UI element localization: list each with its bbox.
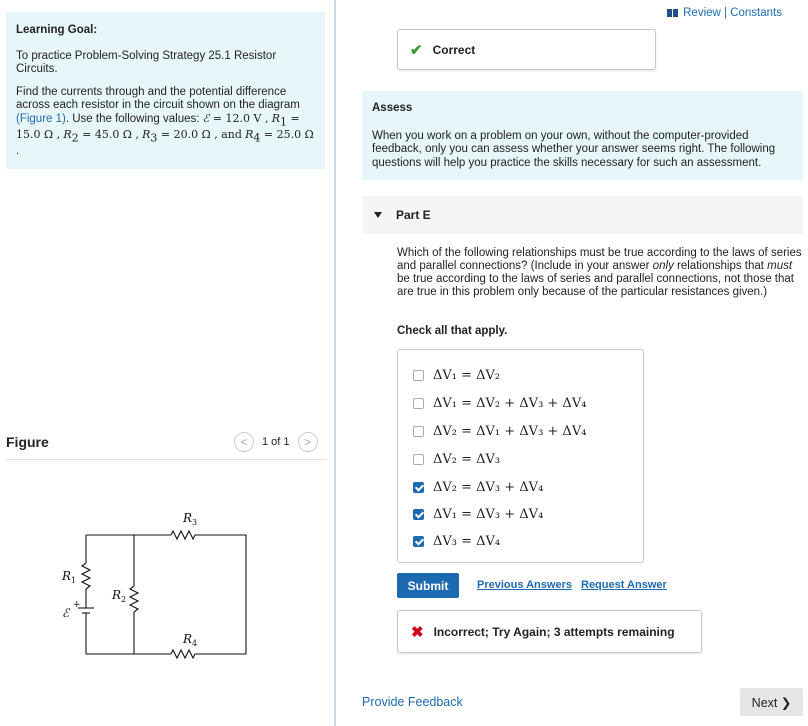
option-row[interactable]	[413, 366, 500, 384]
book-icon	[667, 9, 678, 17]
emf-symbol: ℰ	[202, 112, 210, 125]
r2-value: = 45.0 Ω ,	[78, 128, 139, 142]
next-figure-button[interactable]: >	[298, 432, 318, 452]
r1-subscript: 1	[279, 115, 287, 129]
r2-symbol: R	[63, 128, 72, 142]
correct-label: Correct	[432, 42, 476, 57]
incorrect-label: Incorrect; Try Again; 3 attempts remaining	[433, 624, 675, 639]
use-values-text: . Use the following values:	[65, 113, 200, 125]
checkbox[interactable]	[413, 454, 424, 465]
r2-label: $R_2$	[112, 588, 127, 604]
r1-resistor-icon	[82, 563, 90, 589]
figure-title: Figure	[6, 434, 49, 450]
battery-plus-label: +	[73, 600, 81, 610]
r3-label: $R_3$	[183, 511, 198, 527]
prev-figure-button[interactable]: <	[234, 432, 254, 452]
option-row[interactable]	[413, 505, 543, 523]
checkbox[interactable]	[413, 536, 424, 547]
question-text	[397, 247, 802, 299]
problem-statement	[16, 86, 315, 158]
option-row[interactable]	[413, 394, 586, 412]
r4-symbol: R	[245, 128, 254, 142]
problem-end: .	[16, 144, 20, 157]
provide-feedback-link[interactable]: Provide Feedback	[362, 695, 463, 709]
question-emphasis-only: only	[652, 260, 674, 272]
option-label: ΔV₁ = ΔV₂	[433, 367, 501, 383]
r3-resistor-icon	[171, 531, 195, 539]
review-constants-link[interactable]	[667, 7, 782, 19]
options-box	[397, 349, 644, 563]
correct-feedback-box	[397, 29, 656, 70]
close-x-icon: ✖	[411, 623, 424, 641]
request-answer-link[interactable]: Request Answer	[581, 579, 667, 591]
assess-text: When you work on a problem on your own, without the computer-provided feedback, only you can assess whether your answer seems right. The following questions will help you practice the skills necessary for such an assessment.	[372, 129, 776, 169]
option-label: ΔV₂ = ΔV₃ + ΔV₄	[433, 479, 544, 495]
r2-subscript: 2	[71, 131, 79, 145]
wire-top-right	[195, 535, 246, 654]
question-text-2: relationships that	[673, 260, 768, 272]
checkbox[interactable]	[413, 370, 424, 381]
r1-value: = 15.0 Ω ,	[16, 112, 300, 142]
option-row[interactable]	[413, 450, 500, 468]
option-label: ΔV₂ = ΔV₃	[433, 451, 501, 467]
option-label: ΔV₁ = ΔV₂ + ΔV₃ + ΔV₄	[433, 395, 587, 411]
question-emphasis-must: must	[767, 260, 793, 272]
emf-label: ℰ	[62, 606, 70, 620]
option-row[interactable]	[413, 478, 543, 496]
figure-header	[6, 430, 326, 460]
instruction-text: Check all that apply.	[397, 325, 508, 337]
problem-find-text: Find the currents through and the potential difference across each resistor in the circuit shown on the diagram	[16, 86, 300, 111]
option-label: ΔV₃ = ΔV₄	[433, 533, 501, 549]
part-e-header[interactable]	[362, 196, 803, 234]
r4-value: = 25.0 Ω	[260, 128, 314, 142]
next-button[interactable]: Next ❯	[740, 688, 803, 716]
option-row[interactable]	[413, 422, 586, 440]
caret-down-icon	[374, 212, 382, 218]
assess-box	[362, 91, 803, 180]
r4-label: $R_4$	[183, 632, 198, 648]
figure-link[interactable]: (Figure 1)	[16, 113, 66, 125]
learning-goal-heading: Learning Goal:	[16, 24, 98, 36]
left-panel	[0, 0, 336, 726]
checkmark-icon: ✔	[410, 41, 423, 59]
r3-symbol: R	[142, 128, 151, 142]
option-row[interactable]	[413, 532, 500, 550]
checkbox[interactable]	[413, 482, 424, 493]
question-text-1: Which of the following relationships must be true according to the laws of series and parallel connections? (Include in your answer	[397, 247, 802, 272]
r4-subscript: 4	[253, 131, 261, 145]
checkbox[interactable]	[413, 426, 424, 437]
r2-resistor-icon	[130, 586, 138, 612]
emf-value: = 12.0 V ,	[209, 112, 269, 125]
previous-answers-link[interactable]: Previous Answers	[477, 579, 572, 591]
learning-goal-box	[6, 12, 325, 169]
incorrect-feedback-box	[397, 610, 702, 653]
circuit-diagram	[56, 508, 256, 666]
figure-page-count: 1 of 1	[262, 436, 290, 448]
option-label: ΔV₁ = ΔV₃ + ΔV₄	[433, 506, 544, 522]
checkbox[interactable]	[413, 398, 424, 409]
figure-pager	[234, 432, 318, 452]
r3-subscript: 3	[150, 131, 158, 145]
submit-button[interactable]: Submit	[397, 573, 459, 598]
review-constants-label: Review | Constants	[683, 7, 782, 19]
part-title: Part E	[396, 208, 431, 222]
r1-label: $R_1$	[62, 569, 77, 585]
question-text-3: be true according to the laws of series and parallel connections, not those that are true in this problem only because of the particular resistances given.)	[397, 273, 794, 298]
r3-value: = 20.0 Ω , and	[157, 128, 242, 142]
option-label: ΔV₂ = ΔV₁ + ΔV₃ + ΔV₄	[433, 423, 587, 439]
learning-goal-text: To practice Problem-Solving Strategy 25.1 Resistor Circuits.	[16, 50, 277, 75]
assess-heading: Assess	[372, 102, 413, 114]
r4-resistor-icon	[171, 650, 195, 658]
r1-symbol: R	[271, 112, 280, 125]
checkbox[interactable]	[413, 509, 424, 520]
